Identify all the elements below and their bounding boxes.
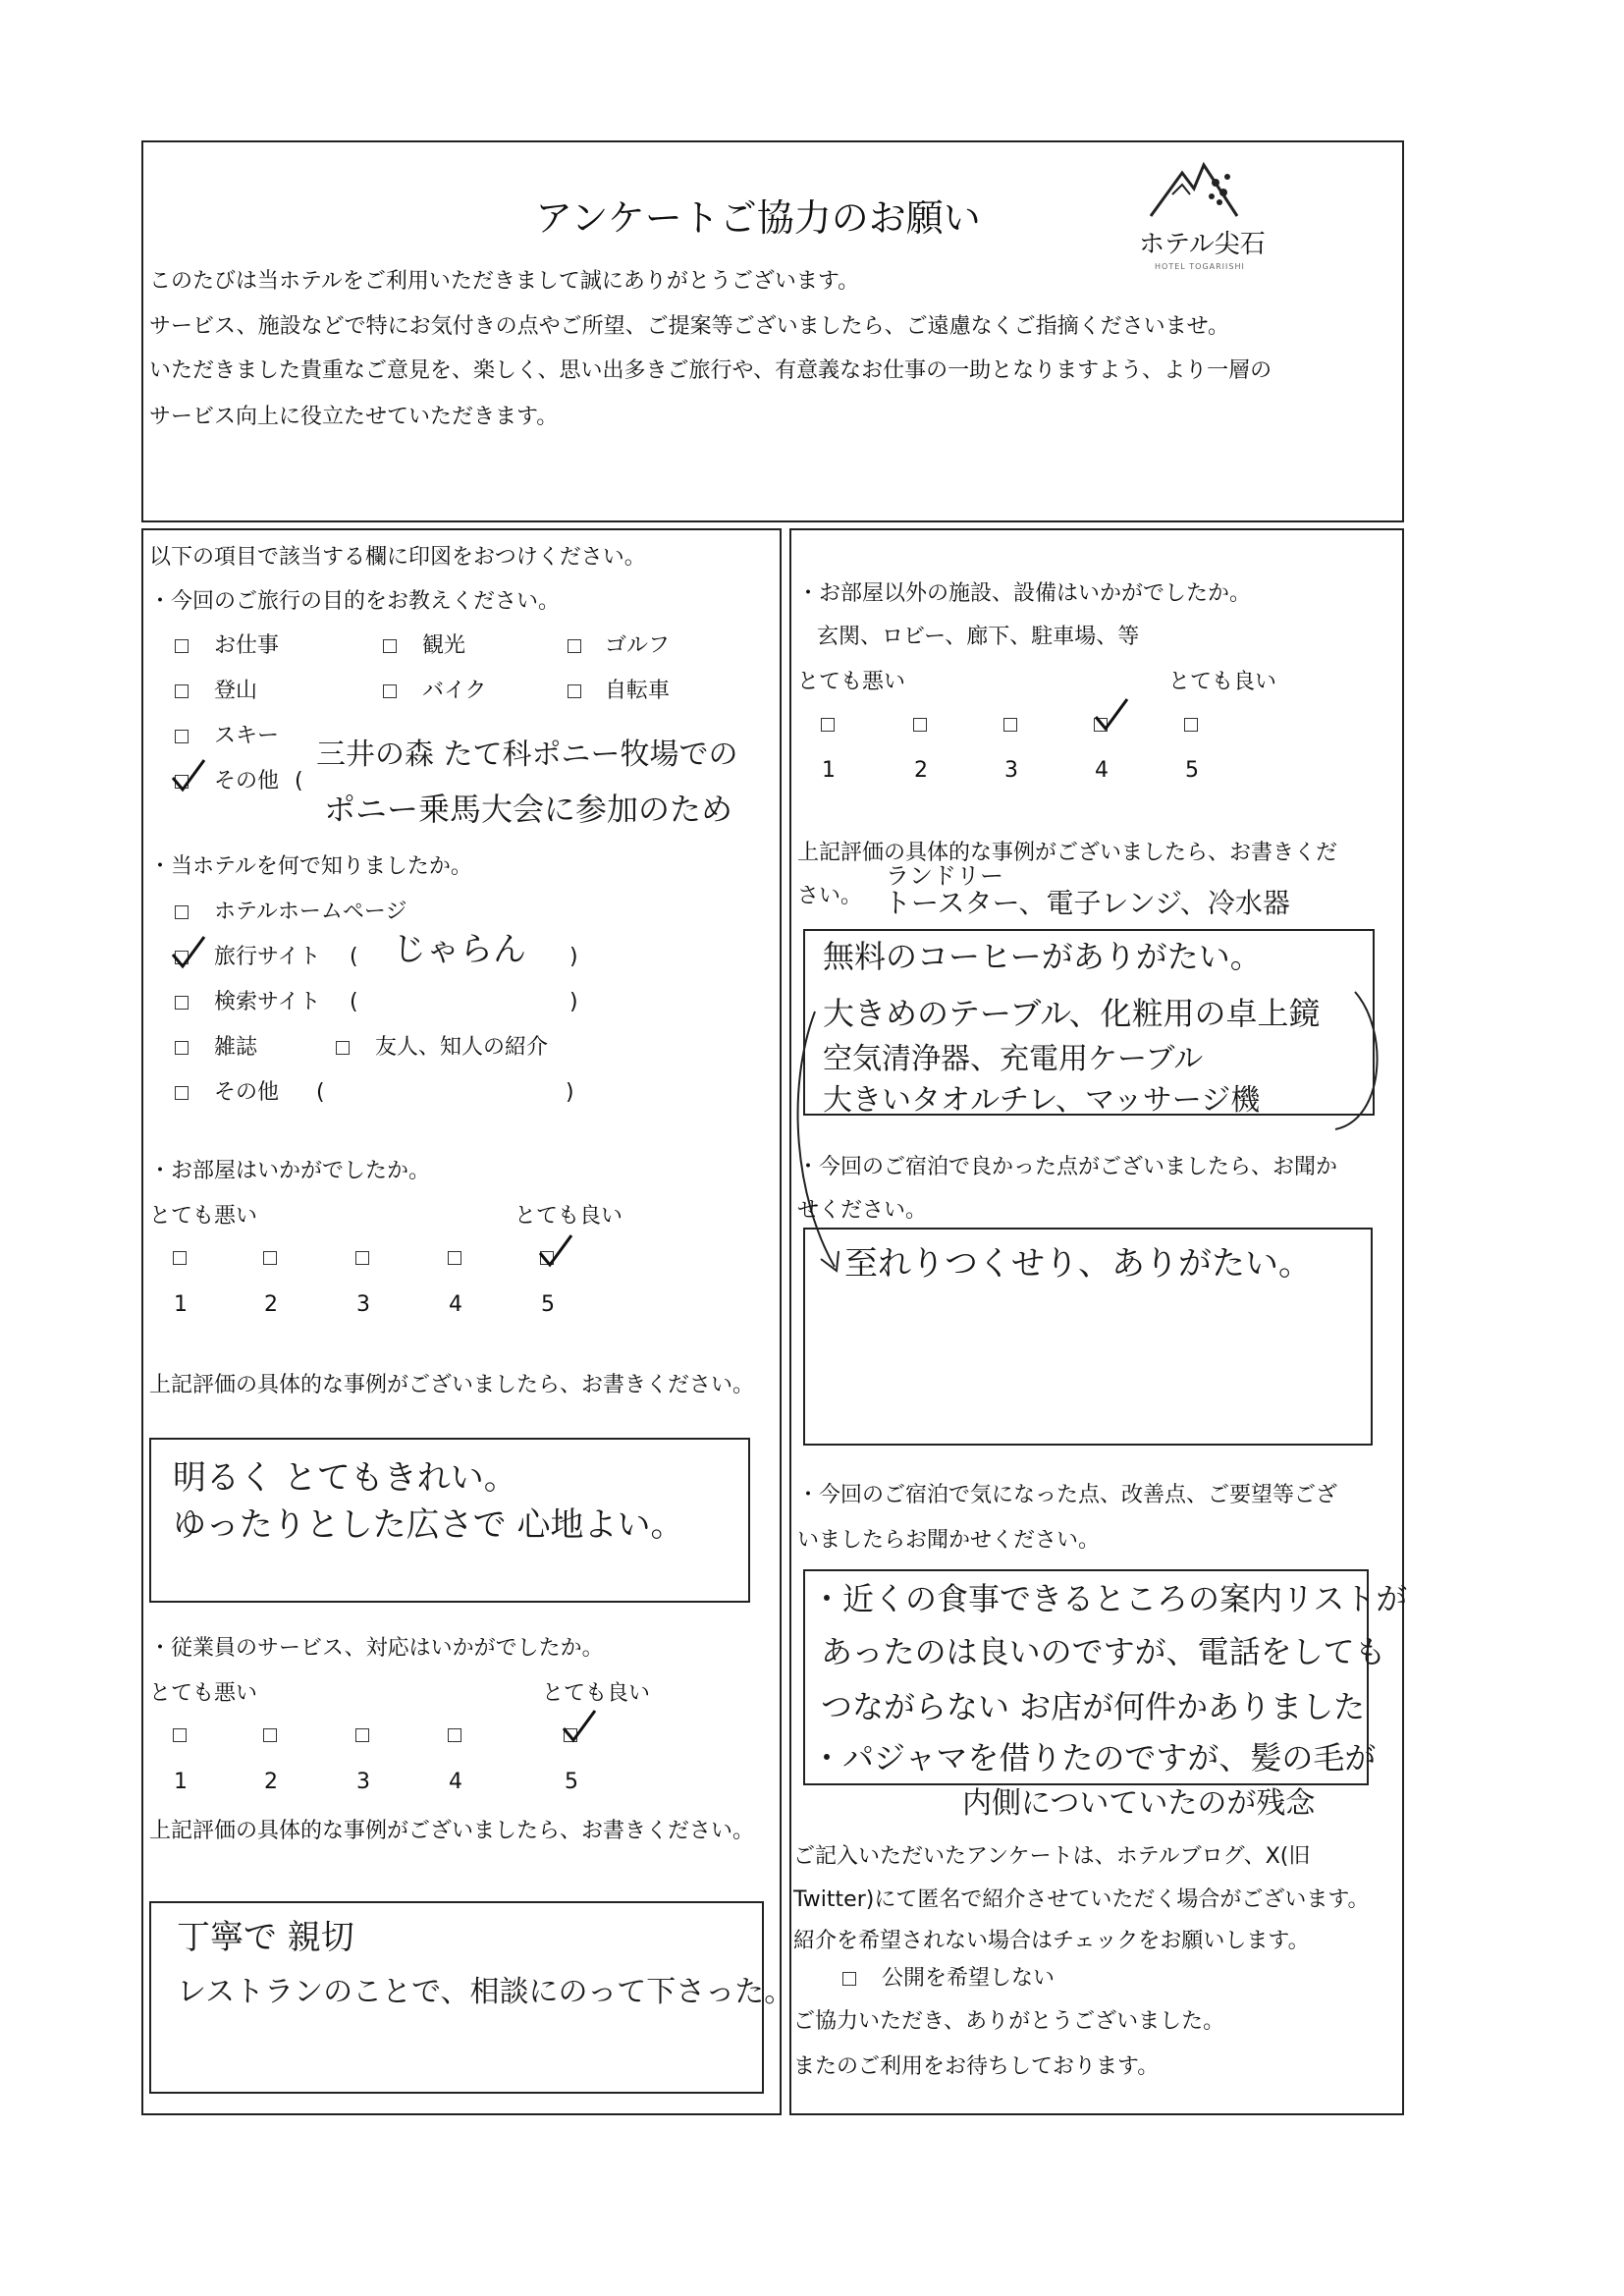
- source-homepage-checkbox[interactable]: [175, 905, 189, 919]
- room-scale-2: 2: [264, 1292, 278, 1317]
- staff-rating-4-checkbox[interactable]: [448, 1728, 461, 1742]
- facility-scale-1: 1: [822, 758, 836, 783]
- source-friend-checkbox[interactable]: [336, 1041, 350, 1055]
- source-friend-label: 友人、知人の紹介: [375, 1035, 549, 1060]
- facility-rating-5-checkbox[interactable]: [1184, 718, 1198, 732]
- source-travel-open-paren: (: [350, 945, 358, 969]
- source-other-label: その他: [214, 1080, 280, 1105]
- source-travel-checkmark-icon: [169, 933, 208, 972]
- room-rating-1-checkbox[interactable]: [173, 1251, 187, 1265]
- room-scale-5: 5: [541, 1292, 555, 1317]
- staff-comment-2: レストランのことで、相談にのって下さった。: [177, 1975, 794, 2009]
- source-search-open-paren: (: [350, 990, 358, 1014]
- intro-line-1: このたびは当ホテルをご利用いただきまして誠にありがとうございます。: [149, 269, 860, 294]
- source-travel-answer: じゃらん: [393, 930, 526, 969]
- room-comment-2: ゆったりとした広さで 心地よい。: [173, 1505, 684, 1545]
- purpose-bike-checkbox[interactable]: [383, 684, 397, 698]
- facility-comment-2: 大きめのテーブル、化粧用の卓上鏡: [823, 995, 1321, 1032]
- facility-question: ・お部屋以外の施設、設備はいかがでしたか。: [797, 581, 1252, 606]
- source-travel-label: 旅行サイト: [214, 945, 321, 969]
- mountain-logo-icon: [1143, 155, 1251, 224]
- page-title: アンケートご協力のお願い: [535, 196, 981, 240]
- footer-line-1: ご記入いただいたアンケートは、ホテルブログ、X(旧: [793, 1844, 1311, 1869]
- facility-note-line: トースター、電子レンジ、冷水器: [884, 887, 1290, 919]
- room-high-label: とても良い: [514, 1204, 623, 1229]
- facility-scale-3: 3: [1004, 758, 1018, 783]
- purpose-bike-label: バイク: [422, 679, 487, 703]
- room-rating-3-checkbox[interactable]: [355, 1251, 369, 1265]
- staff-question: ・従業員のサービス、対応はいかがでしたか。: [149, 1636, 604, 1661]
- room-rating-checkmark-icon: [536, 1231, 575, 1271]
- purpose-golf-label: ゴルフ: [605, 633, 671, 658]
- staff-rating-3-checkbox[interactable]: [355, 1728, 369, 1742]
- purpose-climbing-label: 登山: [214, 679, 258, 703]
- facility-high-label: とても良い: [1168, 670, 1277, 694]
- thanks-text: ご協力いただき、ありがとうございました。: [793, 2009, 1225, 2034]
- room-scale-3: 3: [356, 1292, 370, 1317]
- purpose-work-checkbox[interactable]: [175, 639, 189, 653]
- purpose-ski-checkbox[interactable]: [175, 730, 189, 743]
- facility-scale-5: 5: [1185, 758, 1199, 783]
- footer-line-2: Twitter)にて匿名で紹介させていただく場合がございます。: [793, 1887, 1370, 1912]
- staff-scale-1: 1: [174, 1770, 188, 1794]
- source-search-close-paren: ): [569, 990, 578, 1014]
- staff-scale-2: 2: [264, 1770, 278, 1794]
- staff-rating-checkmark-icon: [560, 1707, 599, 1746]
- staff-rating-2-checkbox[interactable]: [263, 1728, 277, 1742]
- hotel-logo: [1129, 147, 1267, 275]
- hotel-subname: HOTEL TOGARIISHI: [1155, 262, 1245, 271]
- private-label: 公開を希望しない: [882, 1966, 1056, 1991]
- room-detail-prompt: 上記評価の具体的な事例がございましたら、お書きください。: [149, 1373, 755, 1397]
- facility-examples: 玄関、ロビー、廊下、駐車場、等: [817, 625, 1140, 649]
- purpose-other-checkmark-icon: [169, 756, 208, 795]
- purpose-bicycle-checkbox[interactable]: [568, 684, 581, 698]
- staff-comment-1: 丁寧で 親切: [177, 1918, 354, 1957]
- purpose-other-label: その他: [214, 769, 280, 793]
- staff-scale-5: 5: [565, 1770, 578, 1794]
- room-question: ・お部屋はいかがでしたか。: [149, 1159, 431, 1183]
- staff-detail-prompt: 上記評価の具体的な事例がございましたら、お書きください。: [149, 1819, 755, 1843]
- source-magazine-checkbox[interactable]: [175, 1041, 189, 1055]
- purpose-sightseeing-label: 観光: [422, 633, 466, 658]
- room-comment-1: 明るく とてもきれい。: [173, 1458, 517, 1498]
- room-scale-4: 4: [449, 1292, 462, 1317]
- purpose-other-answer-1: 三井の森 たて科ポニー牧場での: [316, 738, 738, 772]
- facility-rating-2-checkbox[interactable]: [913, 718, 927, 732]
- source-magazine-label: 雑誌: [214, 1035, 258, 1060]
- facility-low-label: とても悪い: [797, 670, 906, 694]
- improve-comment-5: 内側についていたのが残念: [962, 1786, 1316, 1821]
- improve-comment-1: ・近くの食事できるところの案内リストが: [811, 1580, 1408, 1617]
- await-text: またのご利用をお待ちしております。: [793, 2054, 1160, 2079]
- purpose-bicycle-label: 自転車: [605, 679, 671, 703]
- staff-scale-3: 3: [356, 1770, 370, 1794]
- staff-low-label: とても悪い: [149, 1681, 258, 1706]
- purpose-golf-checkbox[interactable]: [568, 639, 581, 653]
- source-homepage-label: ホテルホームページ: [214, 900, 407, 924]
- improve-question-2: いましたらお聞かせください。: [797, 1528, 1101, 1553]
- improve-comment-3: つながらない お店が何件かありました: [821, 1688, 1366, 1725]
- facility-detail-prompt-1: 上記評価の具体的な事例がございましたら、お書きくだ: [797, 841, 1338, 865]
- facility-scale-2: 2: [914, 758, 928, 783]
- staff-rating-1-checkbox[interactable]: [173, 1728, 187, 1742]
- good-comment: 至れりつくせり、ありがたい。: [844, 1244, 1312, 1284]
- purpose-other-answer-2: ポニー乗馬大会に参加のため: [324, 791, 733, 828]
- staff-high-label: とても良い: [542, 1681, 651, 1706]
- facility-detail-prompt-2: さい。: [797, 884, 863, 908]
- staff-scale-4: 4: [449, 1770, 462, 1794]
- intro-line-4: サービス向上に役立たせていただきます。: [149, 405, 559, 429]
- intro-line-2: サービス、施設などで特にお気付きの点やご所望、ご提案等ございましたら、ご遠慮なくご指摘くださいませ。: [149, 314, 1230, 339]
- purpose-question: ・今回のご旅行の目的をお教えください。: [149, 589, 561, 614]
- good-question-2: せください。: [797, 1198, 928, 1223]
- good-question-1: ・今回のご宿泊で良かった点がございましたら、お聞か: [797, 1155, 1338, 1179]
- source-other-open-paren: (: [316, 1080, 325, 1105]
- source-travel-close-paren: ): [569, 945, 578, 969]
- footer-line-3: 紹介を希望されない場合はチェックをお願いします。: [793, 1929, 1310, 1953]
- room-scale-1: 1: [174, 1292, 188, 1317]
- private-checkbox[interactable]: [842, 1972, 856, 1986]
- facility-comment-4: 大きいタオルチレ、マッサージ機: [823, 1083, 1261, 1118]
- source-other-close-paren: ): [566, 1080, 574, 1105]
- hotel-name: ホテル尖石: [1139, 230, 1266, 259]
- purpose-sightseeing-checkbox[interactable]: [383, 639, 397, 653]
- source-question: ・当ホテルを何で知りましたか。: [149, 854, 472, 879]
- facility-note-small: ランドリー: [886, 862, 1003, 890]
- room-rating-2-checkbox[interactable]: [263, 1251, 277, 1265]
- purpose-work-label: お仕事: [214, 633, 280, 658]
- improve-comment-4: ・パジャマを借りたのですが、髪の毛が: [811, 1739, 1377, 1777]
- facility-comment-1: 無料のコーヒーがありがたい。: [823, 938, 1262, 975]
- facility-scale-4: 4: [1095, 758, 1109, 783]
- source-search-checkbox[interactable]: [175, 996, 189, 1010]
- room-rating-4-checkbox[interactable]: [448, 1251, 461, 1265]
- facility-rating-3-checkbox[interactable]: [1003, 718, 1017, 732]
- facility-rating-checkmark-icon: [1092, 695, 1131, 735]
- improve-comment-2: あったのは良いのですが、電話をしても: [821, 1633, 1386, 1670]
- purpose-other-paren: (: [295, 769, 303, 793]
- source-other-checkbox[interactable]: [175, 1086, 189, 1100]
- facility-rating-1-checkbox[interactable]: [821, 718, 835, 732]
- purpose-ski-label: スキー: [214, 724, 280, 748]
- room-low-label: とても悪い: [149, 1204, 258, 1229]
- purpose-climbing-checkbox[interactable]: [175, 684, 189, 698]
- intro-line-3: いただきました貴重なご意見を、楽しく、思い出多きご旅行や、有意義なお仕事の一助となりますよう、より一層の: [149, 358, 1272, 383]
- instruction-text: 以下の項目で該当する欄に印図をおつけください。: [149, 545, 646, 570]
- source-search-label: 検索サイト: [214, 990, 321, 1014]
- improve-question-1: ・今回のご宿泊で気になった点、改善点、ご要望等ござ: [797, 1483, 1338, 1507]
- facility-comment-3: 空気清浄器、充電用ケーブル: [823, 1042, 1204, 1076]
